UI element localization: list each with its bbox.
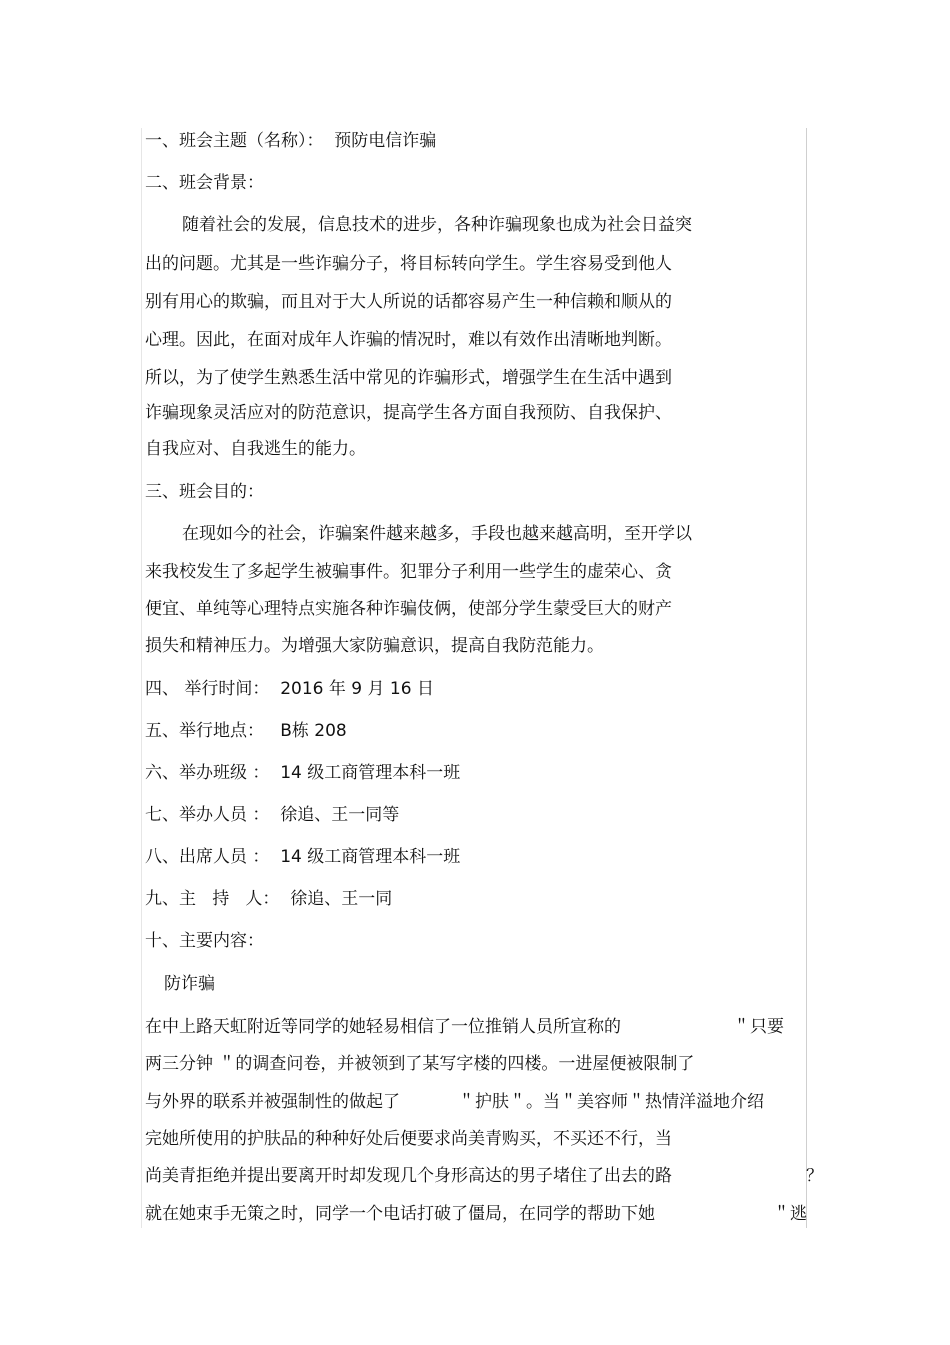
background-paragraph-line-5: 所以，为了使学生熟悉生活中常见的诈骗形式，增强学生在生活中遇到: [145, 368, 672, 388]
story-line-6-end: ＂逃: [773, 1204, 807, 1224]
purpose-paragraph-line-4: 损失和精神压力。为增强大家防骗意识，提高自我防范能力。: [145, 636, 604, 656]
item-organizers: 七、举办人员 ： 徐追、王一同等: [145, 805, 400, 825]
story-line-1: 在中上路天虹附近等同学的她轻易相信了一位推销人员所宣称的: [145, 1017, 621, 1037]
purpose-paragraph-line-2: 来我校发生了多起学生被骗事件。犯罪分子利用一些学生的虚荣心、贪: [145, 562, 672, 582]
story-line-3-end: ＂护肤＂。当＂美容师＂热情洋溢地介绍: [458, 1092, 764, 1112]
heading-theme: 一、班会主题（名称）： 预防电信诈骗: [145, 131, 437, 151]
subheading-anti-fraud: 防诈骗: [164, 974, 215, 994]
story-line-4: 完她所使用的护肤品的种种好处后便要求尚美青购买，不买还不行，当: [145, 1129, 672, 1149]
background-paragraph-line-2: 出的问题。尤其是一些诈骗分子，将目标转向学生。学生容易受到他人: [145, 254, 672, 274]
background-paragraph-line-4: 心理。因此，在面对成年人诈骗的情况时，难以有效作出清晰地判断。: [145, 330, 672, 350]
story-line-1-end: ＂只要: [733, 1017, 784, 1037]
purpose-paragraph-line-3: 便宜、单纯等心理特点实施各种诈骗伎俩，使部分学生蒙受巨大的财产: [145, 599, 672, 619]
heading-main-content: 十、主要内容：: [145, 931, 264, 951]
story-line-3: 与外界的联系并被强制性的做起了: [145, 1092, 400, 1112]
item-location: 五、举行地点： B栋 208: [145, 721, 347, 741]
item-time: 四、 举行时间： 2016 年 9 月 16 日: [145, 679, 434, 699]
purpose-paragraph-line-1: 在现如今的社会，诈骗案件越来越多，手段也越来越高明，至开学以: [182, 524, 692, 544]
background-paragraph-line-3: 别有用心的欺骗，而且对于大人所说的话都容易产生一种信赖和顺从的: [145, 292, 672, 312]
story-line-5-end: ？: [806, 1166, 823, 1186]
background-paragraph-line-1: 随着社会的发展，信息技术的进步，各种诈骗现象也成为社会日益突: [182, 215, 692, 235]
item-class: 六、举办班级 ： 14 级工商管理本科一班: [145, 763, 461, 783]
background-paragraph-line-7: 自我应对、自我逃生的能力。: [145, 439, 366, 459]
page-border-right: [806, 128, 807, 1228]
background-paragraph-line-6: 诈骗现象灵活应对的防范意识，提高学生各方面自我预防、自我保护、: [145, 403, 672, 423]
story-line-5: 尚美青拒绝并提出要离开时却发现几个身形高达的男子堵住了出去的路: [145, 1166, 672, 1186]
heading-background: 二、班会背景：: [145, 173, 264, 193]
story-line-2: 两三分钟 ＂的调查问卷，并被领到了某写字楼的四楼。一进屋便被限制了: [145, 1054, 695, 1074]
item-attendees: 八、出席人员 ： 14 级工商管理本科一班: [145, 847, 461, 867]
story-line-6: 就在她束手无策之时，同学一个电话打破了僵局，在同学的帮助下她: [145, 1204, 655, 1224]
page-border-left: [141, 128, 142, 1228]
item-host: 九、主 持 人： 徐追、王一同: [145, 889, 393, 909]
heading-purpose: 三、班会目的：: [145, 482, 264, 502]
